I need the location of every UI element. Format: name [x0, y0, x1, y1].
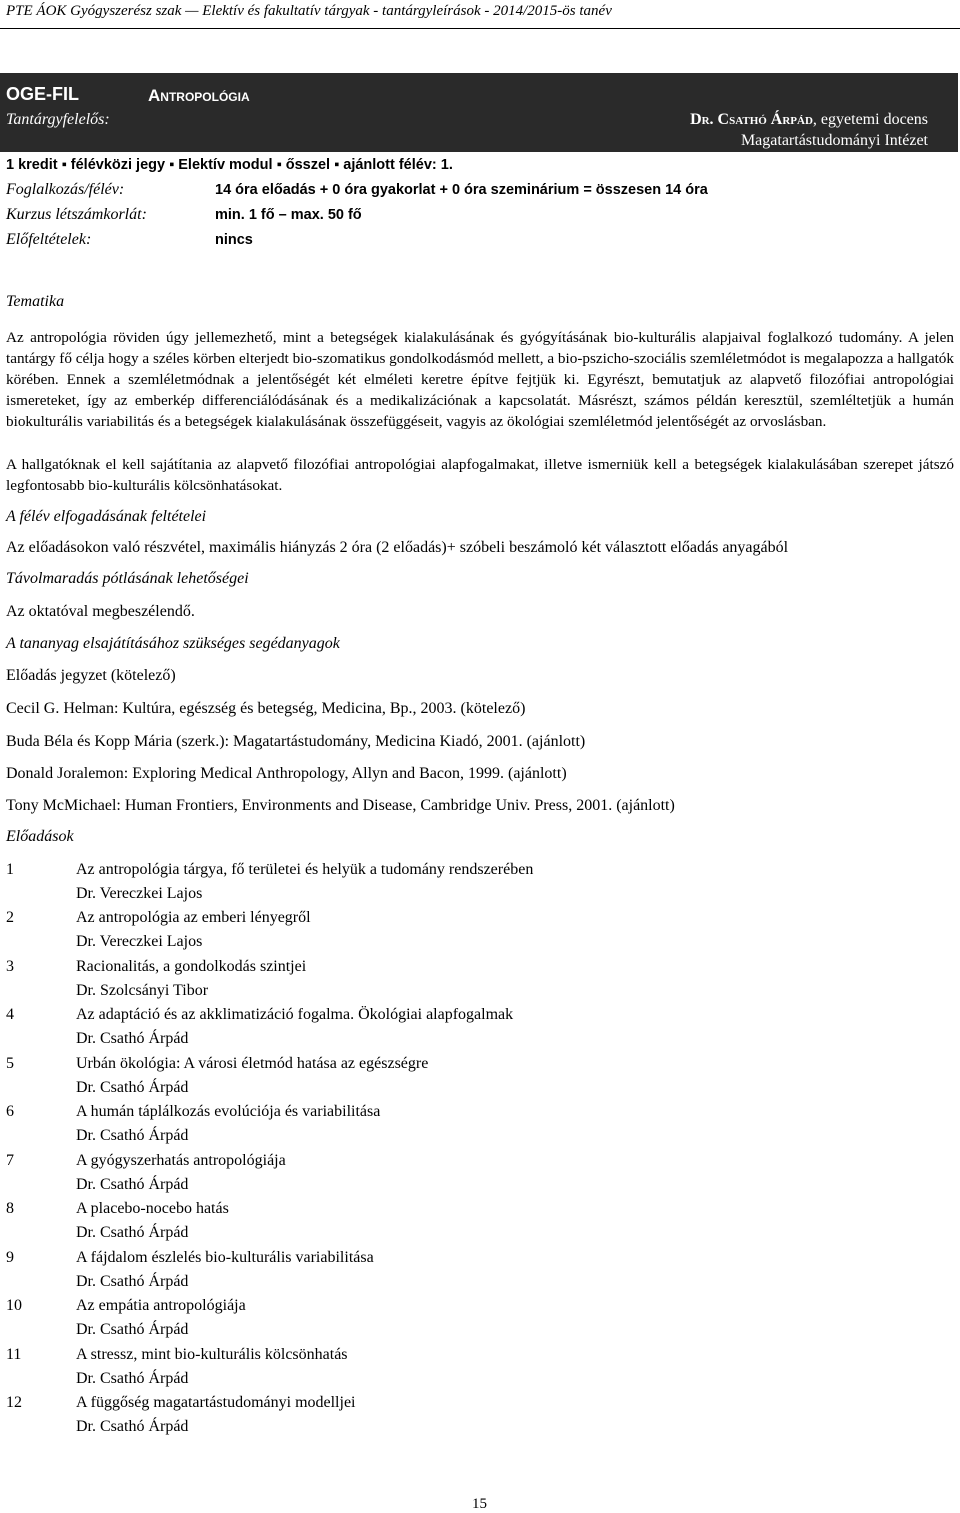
lecture-lecturer: Dr. Csathó Árpád: [76, 1321, 189, 1338]
sessions-row: [6, 181, 708, 199]
lecture-title: Az empátia antropológiája: [76, 1297, 246, 1314]
prereq-value: nincs: [215, 232, 253, 248]
lectures-heading: Előadások: [6, 828, 74, 845]
responsible-name: Dr. Csathó Árpád: [690, 111, 813, 128]
lecture-lecturer: Dr. Vereczkei Lajos: [76, 933, 203, 950]
tematika-paragraph-1: Az antropológia röviden úgy jellemezhető, mint a betegségek kialakulásának és gyógyításának bio-kulturális alapjaival foglalkozó tudomány. A jelen tantárgy fő célja hogy a széles körben elterjedt bio-szomatikus gondolkodásmód mellett, a bio-pszicho-szociális szemléletmódot is megalapozza a hallgatók körében. Ennek a szemléletmódnak a jelentőségét két elméleti keretre építve fejtjük ki. Egyrészt, bemutatjuk az alapvető filozófiai antropológiai ismereteket, így az emberkép differenciálódásának és a medikalizációnak a kapcsolatát. Másrészt, számos példán keresztül, szemléltetjük a humán biokulturális variabilitás és a betegségek kialakulásának összefüggéseit, vagyis az ökológiai szemléletmód jelentőségét az orvoslásban.: [6, 329, 954, 430]
lecture-number: 7: [6, 1152, 14, 1169]
material-item: Donald Joralemon: Exploring Medical Anthropology, Allyn and Bacon, 1999. (ajánlott): [6, 765, 567, 782]
capacity-value: min. 1 fő – max. 50 fő: [215, 207, 362, 223]
course-header-bar: [0, 73, 958, 152]
lecture-title: Az antropológia az emberi lényegről: [76, 909, 311, 926]
material-item: Előadás jegyzet (kötelező): [6, 667, 176, 684]
lecture-number: 6: [6, 1103, 14, 1120]
lecture-number: 12: [6, 1394, 22, 1411]
lecture-number: 10: [6, 1297, 22, 1314]
lecture-lecturer: Dr. Csathó Árpád: [76, 1418, 189, 1435]
responsible-person: [690, 111, 928, 129]
prereq-label: Előfeltételek:: [6, 231, 92, 248]
materials-heading: A tananyag elsajátításához szükséges segédanyagok: [6, 635, 340, 652]
capacity-label: Kurzus létszámkorlát:: [6, 206, 147, 223]
responsible-title: , egyetemi docens: [812, 111, 928, 128]
lecture-lecturer: Dr. Csathó Árpád: [76, 1176, 189, 1193]
lecture-number: 8: [6, 1200, 14, 1217]
lecture-title: A fájdalom észlelés bio-kulturális variabilitása: [76, 1249, 374, 1266]
absence-text: Az oktatóval megbeszélendő.: [6, 603, 195, 620]
lecture-lecturer: Dr. Csathó Árpád: [76, 1224, 189, 1241]
lecture-title: Az antropológia tárgya, fő területei és helyük a tudomány rendszerében: [76, 861, 534, 878]
lecture-lecturer: Dr. Szolcsányi Tibor: [76, 982, 209, 999]
prereq-row: [6, 231, 253, 249]
responsible-label: Tantárgyfelelős:: [6, 111, 110, 128]
credits-line: 1 kredit ▪ félévközi jegy ▪ Elektív modul ▪ ősszel ▪ ajánlott félév: 1.: [6, 157, 453, 173]
sessions-label: Foglalkozás/félév:: [6, 181, 125, 198]
lecture-title: Urbán ökológia: A városi életmód hatása az egészségre: [76, 1055, 429, 1072]
lecture-title: A placebo-nocebo hatás: [76, 1200, 229, 1217]
lecture-title: Az adaptáció és az akklimatizáció fogalma. Ökológiai alapfogalmak: [76, 1006, 514, 1023]
tematika-paragraph-2: A hallgatóknak el kell sajátítania az alapvető filozófiai antropológiai alapfogalmakat, illetve ismerniük kell a betegségek kialakulásában szerepet játszó legfontosabb bio-kulturális kölcsönhatásokat.: [6, 456, 954, 494]
lecture-lecturer: Dr. Csathó Árpád: [76, 1127, 189, 1144]
tematika-heading: Tematika: [6, 293, 65, 310]
material-item: Tony McMichael: Human Frontiers, Environments and Disease, Cambridge Univ. Press, 2001. (ajánlott): [6, 797, 675, 814]
lecture-number: 11: [6, 1346, 22, 1363]
conditions-heading: A félév elfogadásának feltételei: [6, 508, 207, 525]
lecture-title: A gyógyszerhatás antropológiája: [76, 1152, 286, 1169]
lecture-number: 2: [6, 909, 14, 926]
header-divider: [0, 28, 960, 29]
lecture-number: 1: [6, 861, 14, 878]
capacity-row: [6, 206, 362, 224]
material-item: Cecil G. Helman: Kultúra, egészség és betegség, Medicina, Bp., 2003. (kötelező): [6, 700, 526, 717]
conditions-text: Az előadásokon való részvétel, maximális hiányzás 2 óra (2 előadás)+ szóbeli beszámoló két választott előadás anyagából: [6, 539, 789, 556]
lecture-number: 4: [6, 1006, 14, 1023]
lecture-number: 3: [6, 958, 14, 975]
lecture-title: A függőség magatartástudományi modelljei: [76, 1394, 356, 1411]
lecture-lecturer: Dr. Csathó Árpád: [76, 1370, 189, 1387]
lecture-number: 5: [6, 1055, 14, 1072]
sessions-value: 14 óra előadás + 0 óra gyakorlat + 0 óra szeminárium = összesen 14 óra: [215, 182, 708, 198]
lecture-lecturer: Dr. Csathó Árpád: [76, 1273, 189, 1290]
responsible-institute: Magatartástudományi Intézet: [740, 132, 928, 149]
lecture-lecturer: Dr. Csathó Árpád: [76, 1030, 189, 1047]
running-header: PTE ÁOK Gyógyszerész szak — Elektív és fakultatív tárgyak - tantárgyleírások - 2014/2015-ös tanév: [6, 3, 612, 19]
lecture-lecturer: Dr. Vereczkei Lajos: [76, 885, 203, 902]
lecture-title: A humán táplálkozás evolúciója és variabilitása: [76, 1103, 381, 1120]
course-title: Antropológia: [148, 86, 250, 105]
lecture-title: Racionalitás, a gondolkodás szintjei: [76, 958, 307, 975]
material-item: Buda Béla és Kopp Mária (szerk.): Magatartástudomány, Medicina Kiadó, 2001. (ajánlott): [6, 733, 586, 750]
lecture-title: A stressz, mint bio-kulturális kölcsönhatás: [76, 1346, 348, 1363]
lecture-lecturer: Dr. Csathó Árpád: [76, 1079, 189, 1096]
lecture-number: 9: [6, 1249, 14, 1266]
course-code: OGE-FIL: [6, 84, 79, 104]
absence-heading: Távolmaradás pótlásának lehetőségei: [6, 570, 249, 587]
page-number: 15: [472, 1496, 487, 1512]
